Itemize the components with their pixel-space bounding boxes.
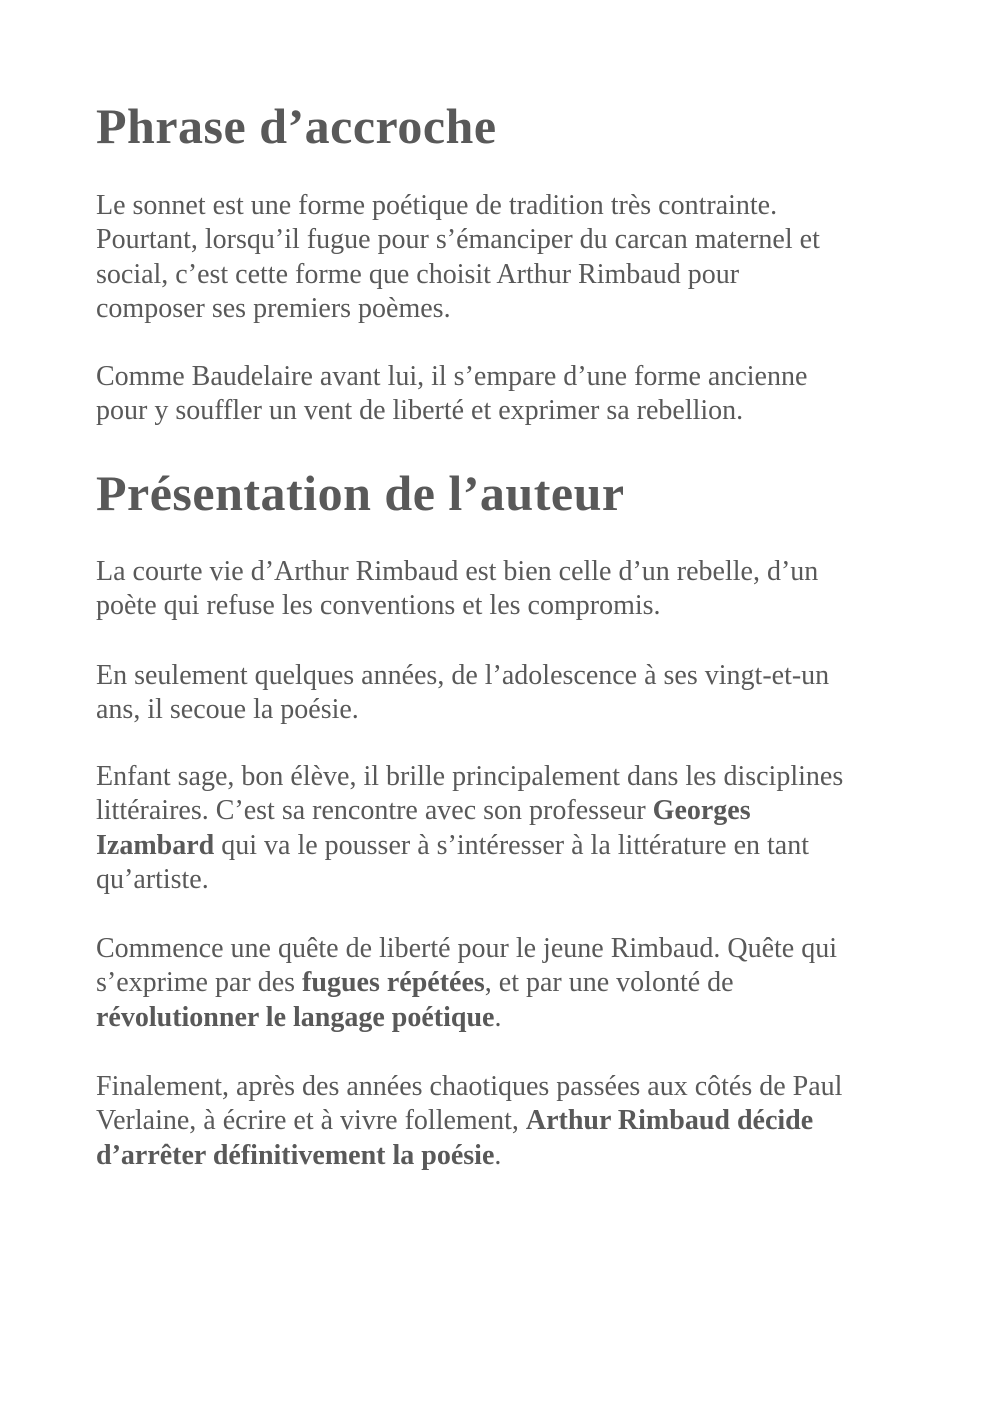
paragraph-comme-baudelaire [96, 360, 807, 429]
paragraph-line: Comme Baudelaire avant lui, il s’empare d’une forme ancienne [96, 361, 808, 392]
paragraph-finalement [96, 1070, 842, 1173]
paragraph-courte-vie [96, 555, 818, 624]
paragraph-line: social, c’est cette forme que choisit Arthur Rimbaud pour [96, 258, 740, 290]
paragraph-quelques-annees [96, 659, 829, 728]
paragraph-quete-de-liberte [96, 932, 837, 1035]
paragraph-line: Verlaine, à écrire et à vivre follement, Arthur Rimbaud décide [96, 1105, 814, 1137]
paragraph-line: Enfant sage, bon élève, il brille principalement dans les disciplines [96, 761, 844, 792]
heading-phrase-daccroche: Phrase d’accroche [96, 98, 497, 154]
paragraph-line: En seulement quelques années, de l’adolescence à ses vingt-et-un [96, 660, 830, 691]
paragraph-line: Pourtant, lorsqu’il fugue pour s’émanciper du carcan maternel et [96, 224, 820, 256]
paragraph-line: La courte vie d’Arthur Rimbaud est bien celle d’un rebelle, d’un [96, 556, 819, 587]
paragraph-line: Le sonnet est une forme poétique de tradition très contrainte. [96, 190, 778, 221]
paragraph-line: Finalement, après des années chaotiques passées aux côtés de Paul [96, 1071, 843, 1102]
paragraph-line: d’arrêter définitivement la poésie. [96, 1139, 502, 1171]
paragraph-line: s’exprime par des fugues répétées, et par une volonté de [96, 967, 734, 999]
paragraph-line: littéraires. C’est sa rencontre avec son professeur Georges [96, 795, 751, 827]
paragraph-line: composer ses premiers poèmes. [96, 293, 451, 325]
heading-presentation-de-lauteur: Présentation de l’auteur [96, 465, 625, 521]
paragraph-line: Commence une quête de liberté pour le jeune Rimbaud. Quête qui [96, 933, 837, 964]
paragraph-enfant-sage [96, 760, 843, 898]
paragraph-line: Izambard qui va le pousser à s’intéresser à la littérature en tant [96, 829, 810, 861]
paragraph-line: qu’artiste. [96, 864, 209, 896]
paragraph-line: poète qui refuse les conventions et les compromis. [96, 590, 661, 622]
paragraph-line: pour y souffler un vent de liberté et exprimer sa rebellion. [96, 395, 744, 427]
paragraph-sonnet-forme-contrainte [96, 189, 820, 327]
paragraph-line: révolutionner le langage poétique. [96, 1001, 502, 1033]
paragraph-line: ans, il secoue la poésie. [96, 694, 359, 726]
